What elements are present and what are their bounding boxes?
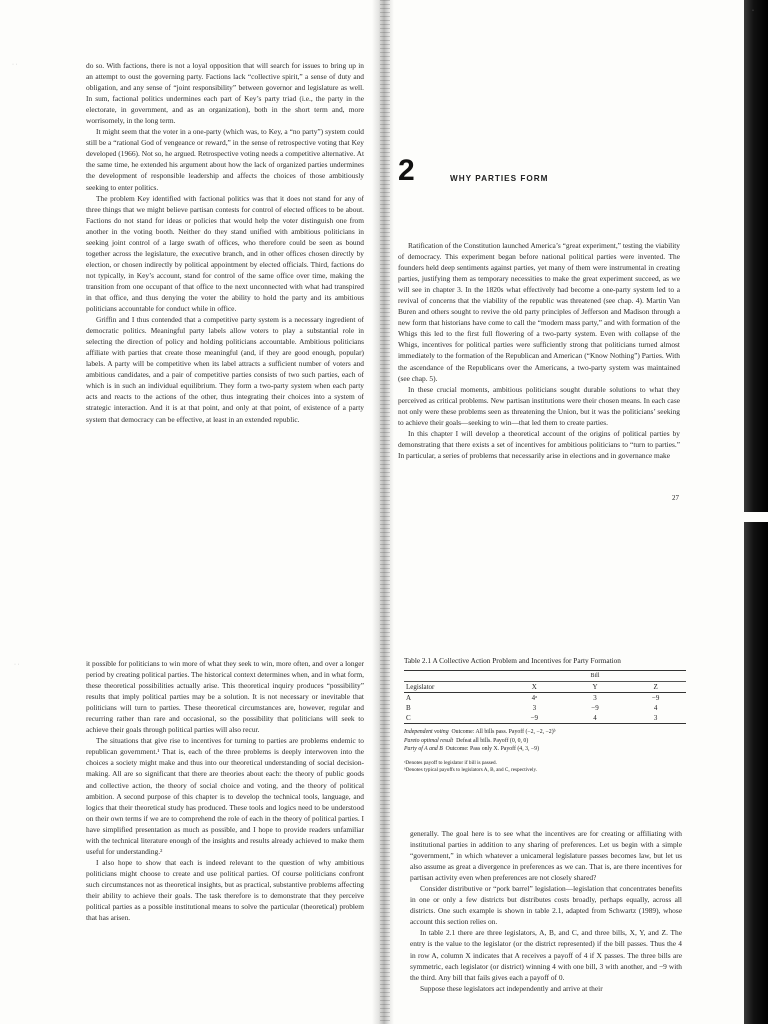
outcome-text: Defeat all bills. Payoff (0, 0, 0) <box>456 737 529 744</box>
paragraph: Suppose these legislators act independently and arrive at their <box>420 983 603 993</box>
page-edge-dark <box>744 0 768 512</box>
book-gutter-speckle <box>380 512 390 1024</box>
table-cell: 3 <box>625 713 686 724</box>
table-row <box>404 693 686 704</box>
paragraph: The problem Key identified with factional politics was that it does not stand for any of three things that we might believe partisan contests for control of elected offices to be about. Factions do not stand for ideas or policies that would help the voter distinguish one from another in the voting booth. Neither do they stand unified with ambitious politicians in seeking joint control of a large swath of offices, who therefore could be seen as bound together across the legislature, the executive branch, and in other offices chosen directly by election, or chosen indirectly by political appointment by elected officials. Third, factions do not typically, in Key’s account, stand for control of the same office over time, making the transition from one occupant of that office to the next unconnected with what had transpired in that office, and thus denying the voter the ability to hold the party and its ambitious politicians accountable for conduct while in office. <box>86 193 364 314</box>
table-cell: 3 <box>532 704 537 712</box>
chapter-number: 2 <box>398 154 415 187</box>
page-number: 27 <box>672 494 679 502</box>
bill-header: Bill <box>504 671 686 682</box>
column-header: Z <box>625 682 686 693</box>
left-page-text <box>86 60 364 425</box>
outcome-text: Outcome: Pass only X. Payoff (4, 3, −9) <box>445 746 539 753</box>
paragraph: Ratification of the Constitution launched America’s “great experiment,” testing the viability of democracy. This experiment began before national political parties were invented. The founders held deep sentiments against parties, yet many of them were instrumental in creating parties, justifying them as temporary necessities to make the great experiment succeed, as we will see in chapter 3. In the 1820s what effectively had become a one-party system led to a revival of concerns that the viability of the republic was threatened (see chap. 4). Martin Van Buren and others sought to revive the old party principles of Jefferson and Madison through a new form that historians have come to call the “modern mass party,” and with formation of the Whigs this led to the first full flowering of a two-party system. Even with collapse of the Whigs, incentives for political parties were sufficiently strong that politicians turned almost immediately to the formation of the Republican and American (“Know Nothing”) Parties. With the ascendance of the Republicans over the Americans, a two-party system was maintained (see chap. 5). <box>398 241 680 383</box>
chapter-title: WHY PARTIES FORM <box>450 174 549 183</box>
outcome-line <box>404 745 686 754</box>
paragraph: The situations that give rise to incentives for turning to parties are problems endemic to republican government.¹ That is, each of the three problems is deeply interwoven into the choices a society might make and thus into our theoretical understanding of social decision-making. All are so significant that there are theories about each: the theory of public goods and collective action, the theory of social choice and voting, and the theory of political ambition. A second purpose of this chapter is to develop the technical tools, language, and logics that their theoretical study has produced. These tools and logics need to be understood on their own terms if we are to comprehend the role of each in the theory of political parties. I have simplified presentation as much as possible, and I hope to provide readers unfamiliar with the technical literature enough of the insights and results already achieved to make them useful for understanding.² <box>86 736 364 856</box>
book-gutter-speckle <box>380 0 390 512</box>
paragraph: In these crucial moments, ambitious politicians sought durable solutions to what they perceived as critical problems. New partisan institutions were their chosen means. In each case not only were these problems seen as threatening the Union, but it was the politicians’ seeking to achieve their goals—seeking to win—that led them to create parties. <box>398 384 680 427</box>
outcome-line <box>404 728 686 737</box>
scan-speck: · <box>752 8 754 14</box>
scan-speck: · · <box>12 62 18 68</box>
row-header: Legislator <box>404 682 504 693</box>
table-cell: −9 <box>651 694 660 702</box>
table-cell: 4 <box>653 704 658 712</box>
table-cell: −9 <box>504 713 565 724</box>
row-label: C <box>404 713 504 724</box>
column-header: Y <box>565 682 626 693</box>
payoff-table <box>404 670 686 724</box>
scan-speck: · · <box>14 662 20 668</box>
table-header-row <box>404 682 686 693</box>
table-cell: 4ᵃ <box>531 694 538 702</box>
table-cell: 3 <box>593 694 597 702</box>
row-label: A <box>406 694 412 702</box>
outcome-line <box>404 737 686 746</box>
table-outcomes <box>404 728 686 754</box>
right-page-text <box>410 828 682 994</box>
page-edge-dark <box>744 522 768 1024</box>
right-page-text <box>398 240 680 461</box>
table-cell: −9 <box>591 704 599 712</box>
outcome-label: Pareto optimal result <box>404 737 454 744</box>
left-page-text <box>86 658 364 923</box>
table-notes <box>404 760 686 775</box>
table-cell: 4 <box>565 713 626 724</box>
table-row <box>404 703 686 713</box>
paragraph: it possible for politicians to win more of what they seek to win, more often, and over a longer period by creating political parties. The historical context determines when, and in what form, these theoretical possibilities actually arise. This theoretical inquiry produces “possibility” results that imply political parties may be a solution. It is not necessary or inevitable that politicians will turn to parties. These theoretical circumstances are, however, regular and recurring rather than rare and occasional, so the possibility that politicians will seek to achieve their goals through political parties will also recur. <box>86 659 364 735</box>
table-2-1 <box>404 656 686 775</box>
table-note: ᵇDenotes typical payoffs to legislators A, B, and C, respectively. <box>404 767 537 774</box>
table-note: ᵃDenotes payoff to legislator if bill is passed. <box>404 759 497 766</box>
paragraph: In table 2.1 there are three legislators, A, B, and C, and three bills, X, Y, and Z. The entry is the value to the legislator (or the district represented) if the bill passes. Thus the 4 in row A, column X indicates that A receives a payoff of 4 if X passes. The three bills are symmetric, each legislator (or district) winning 4 with one bill, 3 with another, and −9 with the third. Any bill that fails gives each a payoff of 0. <box>410 928 682 982</box>
paragraph: generally. The goal here is to see what the incentives are for creating or affiliating with institutional parties in addition to any sharing of preferences. Let us begin with a simple “government,” in which whatever a unicameral legislature passes becomes law, but let us also assume as great a divergence in preferences as we can. That is, are there incentives for partisan activity even when preferences are not closely shared? <box>410 829 682 883</box>
table-caption: Table 2.1 A Collective Action Problem and Incentives for Party Formation <box>404 656 621 665</box>
column-header: X <box>504 682 565 693</box>
table-row <box>404 713 686 724</box>
paragraph: Consider distributive or “pork barrel” legislation—legislation that concentrates benefits in one or only a few districts but distributes costs broadly, perhaps equally, across all districts. One such example is shown in table 2.1, adapted from Schwartz (1989), whose account this section relies on. <box>410 884 682 927</box>
paragraph: do so. With factions, there is not a loyal opposition that will search for issues to bring up in an attempt to oust the governing party. Factions lack “collective spirit,” a sense of duty and obligation, and any sense of “joint responsibility” between governor and legislature as well. In sum, factional politics undermines each part of Key’s party triad (i.e., the party in the electorate, in government, and as an organization), both in the short term and, more worrisomely, in the long term. <box>86 61 364 126</box>
bottom-page-spread <box>0 512 768 1024</box>
paragraph: I also hope to show that each is indeed relevant to the question of why ambitious politicians might choose to create and use political parties. Of course politicians confront such circumstances not as theoretical insights, but as practical, substantive problems affecting their ability to achieve their goals. The task therefore is to demonstrate that they perceive political parties as a possible institutional means to solve the particular (theoretical) problem that has arisen. <box>86 857 364 923</box>
outcome-text: Outcome: All bills pass. Payoff (−2, −2, −2)ᵇ <box>451 729 556 735</box>
paragraph: In this chapter I will develop a theoretical account of the origins of political parties by demonstrating that there exists a set of incentives for ambitious politicians to “turn to parties.” In particular, a series of problems that necessarily arise in elections and in governance make <box>398 428 680 460</box>
paragraph: It might seem that the voter in a one-party (which was, to Key, a “no party”) system could still be a “rational God of vengeance or reward,” in the sense of retrospective voting that Key developed (1966). Not so, he argued. Retrospective voting needs a competitive alternative. At the same time, he extended his argument about how the lack of organized parties undermines the development of responsible leadership and affects the choices of those ambitiously seeking to enter politics. <box>86 127 364 192</box>
outcome-label: Independent voting <box>404 729 449 735</box>
paragraph: Griffin and I thus contended that a competitive party system is a necessary ingredient of democratic politics. Meaningful party labels allow voters to play a substantial role in selecting the direction of policy and holding politicians accountable. Ambitious politicians affiliate with parties that create those meaningful (and, if they are good enough, popular) labels. A party will be competitive when its label attracts a sufficient number of voters and ambitious candidates, and a pair of competitive parties consists of two such parties, each of which is in such an individual equilibrium. They form a two-party system when each party acts and reacts to the actions of the other, thus integrating their choices into a system of strategic interaction. And it is at that point, and only at that point, of existence of a party system that democracy can be effective, at least in an extended republic. <box>86 315 364 424</box>
row-label: B <box>406 704 411 712</box>
table-header-row <box>404 671 686 682</box>
outcome-label: Party of A and B <box>404 746 443 753</box>
